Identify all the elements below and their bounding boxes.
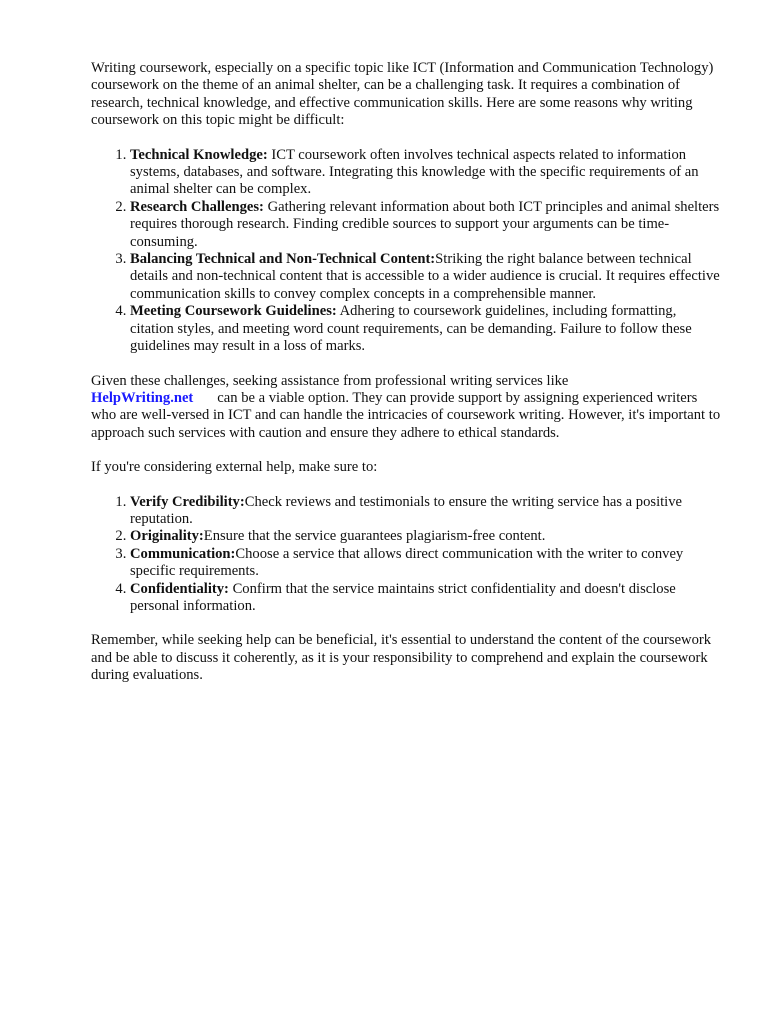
helpwriting-link[interactable]: HelpWriting.net (91, 389, 194, 406)
tip-item (130, 528, 721, 545)
challenge-item (130, 303, 721, 355)
tips-list (91, 494, 721, 616)
intro-paragraph: Writing coursework, especially on a specific topic like ICT (Information and Communication Technology) coursework on the theme of an animal shelter, can be a challenging task. It requires a combination of research, technical knowledge, and effective communication skills. Here are some reasons why writing coursework on this topic might be difficult: (91, 60, 714, 129)
assistance-text-before: Given these challenges, seeking assistance from professional writing services like (91, 372, 569, 389)
challenge-text: Adhering to coursework guidelines, including formatting, citation styles, and meeting word count requirements, can be demanding. Failure to follow these guidelines may result in a loss of marks. (130, 303, 692, 355)
tip-text: Check reviews and testimonials to ensure the writing service has a positive reputation. (130, 493, 683, 527)
challenge-item (130, 251, 721, 303)
challenge-text: ICT coursework often involves technical aspects related to information systems, databases, and software. Integrating this knowledge with the specific requirements of an animal shelter can be complex. (130, 146, 699, 198)
tip-text: Choose a service that allows direct communication with the writer to convey specific requirements. (130, 545, 684, 580)
tip-text: Confirm that the service maintains strict confidentiality and doesn't disclose personal information. (130, 580, 676, 614)
tip-term: Verify Credibility: (130, 493, 245, 510)
challenge-text: Striking the right balance between technical details and non-technical content that is accessible to a wider audience is crucial. It requires effective communication skills to convey complex concepts in a comprehensible manner. (130, 251, 720, 302)
considering-paragraph: If you're considering external help, make sure to: (91, 459, 378, 476)
challenge-term: Technical Knowledge: (130, 146, 268, 163)
tip-text: Ensure that the service guarantees plagiarism-free content. (203, 528, 546, 545)
challenge-term: Balancing Technical and Non-Technical Content: (130, 251, 436, 268)
tip-item (130, 494, 721, 529)
tip-term: Communication: (130, 545, 236, 562)
challenge-term: Research Challenges: (130, 198, 264, 215)
conclusion-paragraph: Remember, while seeking help can be beneficial, it's essential to understand the content of the coursework and be able to discuss it coherently, as it is your responsibility to comprehend and explain the coursework during evaluations. (91, 632, 712, 684)
tip-term: Confidentiality: (130, 580, 229, 597)
document-page (91, 60, 721, 702)
assistance-paragraph (91, 373, 721, 443)
challenge-text: Gathering relevant information about both ICT principles and animal shelters requires thorough research. Finding credible sources to support your arguments can be time-consuming. (130, 198, 720, 250)
challenge-item (130, 199, 721, 251)
challenges-list (91, 147, 721, 356)
challenge-term: Meeting Coursework Guidelines: (130, 303, 337, 320)
tip-term: Originality: (130, 528, 204, 545)
tip-item (130, 546, 721, 581)
tip-item (130, 581, 721, 616)
challenge-item (130, 147, 721, 199)
assistance-text-after: can be a viable option. They can provide support by assigning experienced writers who are well-versed in ICT and can handle the intricacies of coursework writing. However, it's important to approach such services with caution and ensure they adhere to ethical standards. (91, 389, 721, 441)
